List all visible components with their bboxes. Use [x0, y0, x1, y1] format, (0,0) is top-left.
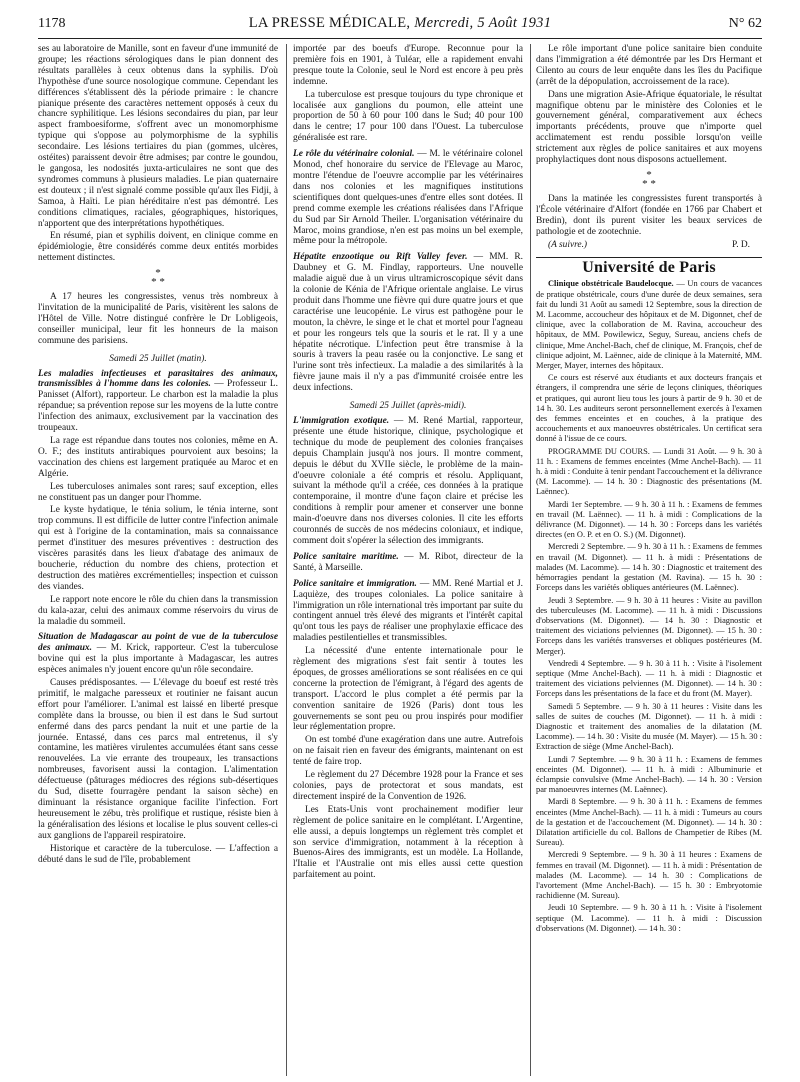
paragraph: importée par des boeufs d'Europe. Reconnue pour la première fois en 1901, à Tuléar, elle a rapidement envahi presque toute la Colonie, seul le Nord est encore à peu près indemne.: [293, 44, 523, 87]
programme-entry: Mercredi 9 Septembre. — 9 h. 30 à 11 heures : Examens de femmes en travail (M. Digonnet). — 11 h. à midi : Présentation de malades (M. Lacomme). — 14 h. 30 : Complications de l'avortement (Mme Anchel-Bach). — 15 h. 30 : Embryotomie rachidienne (M. Sureau).: [536, 850, 762, 901]
paragraph: Causes prédisposantes. — L'élevage du boeuf est resté très primitif, le malgache paresseux et routinier ne faisant aucun effort pour l'améliorer. L'animal est laissé en liberté presque complète dans la brousse, ou bien il est dans le Sud surtout enfermé dans des parcs pendant la nuit et une partie de la journée. Entassé, dans ces parcs mal entretenus, il s'y contamine, les matières virulentes accumulées étant sans cesse renouvelées. La vie errante des troupeaux, les transactions nombreuses, favorisent aussi la contagion. L'alimentation défectueuse (pâturages médiocres des régions sub-désertiques du Sud, disette fourragère pendant la saison sèche) en diminuant la résistance organique facilite l'infection. Fort heureusement le zébu, très prolifique et rustique, résiste bien à la généralisation des lésions et localise le plus souvent celles-ci aux ganglions de l'appareil respiratoire.: [38, 678, 278, 841]
column-divider: [530, 44, 531, 1076]
report-text: — M. René Martial, rapporteur, présente une étude historique, clinique, psychologique et technique du mode de peuplement des colonies françaises depuis Champlain jusqu'à nos jours. Il montre comment, depuis le début du XVIIe siècle, le problème de la main-d'oeuvre coloniale a été compris et résolu. Appliquant, suivant la méthode qu'il a créée, ces données à la pratique contemporaine, il montre d'une façon claire et précise les conditions à remplir pour amener et conserver une bonne main-d'oeuvre dans nos diverses colonies. Il cite les efforts couronnés de succès de nos médecins coloniaux, et indique, comment doit s'opérer la sélection des immigrants.: [293, 416, 523, 546]
report-text: — MM. René Martial et J. Laquièze, des troupes coloniales. La police sanitaire à l'immigration un rôle international très important par suite du contingent annuel très élevé des migrants et l'intérêt capital qu'ont tous les pays de réaliser une prophylaxie efficace des maladies pestilentielles et transmissibles.: [293, 578, 523, 644]
column-divider: [286, 44, 287, 1076]
announcement-text: — Un cours de vacances de pratique obstétricale, cours d'une durée de deux semaines, sera fait du lundi 31 Août au samedi 12 Septembre, sous la direction de M. Lacomme, accoucheur des hôpitaux et de M. Digonnet, chef de clinique, avec la collaboration de M. Ravina, accoucheur des hôpitaux, de MM. Powilewicz, Seguy, Sureau, anciens chefs de clinique, Mme Anchel-Bach, chef de clinique, M. François, chef de clinique adjoint, M. Laënnec, aide de clinique à la Maternité, MM. Merger, Mayer, internes des hôpitaux.: [536, 279, 762, 371]
report-paragraph: [293, 552, 523, 574]
programme-entry: PROGRAMME DU COURS. — Lundi 31 Août. — 9 h. 30 à 11 h. : Examens de femmes enceintes (Mme Anchel-Bach). — 11 h. à midi : Conduite à tenir pendant l'accouchement et la délivrance (M. Lacomme). — 14 h. 30 : Diagnostic des présentations (M. Laënnec).: [536, 446, 762, 497]
column-1: [38, 44, 278, 1078]
paragraph: Dans la matinée les congressistes furent transportés à l'École vétérinaire d'Alfort (fondée en 1766 par Chabert et Bredin), dont ils purent visiter les beaux services de pathologie et de zootechnie.: [536, 193, 762, 237]
paragraph: Le rôle important d'une police sanitaire bien conduite dans l'immigration a été démontrée par les Drs Hermant et Cilento au cours de leur enquête dans les îles du Pacifique (arrêt de la dépopulation, accroissement de la race).: [536, 44, 762, 87]
report-paragraph: [293, 149, 523, 247]
paragraph: Le règlement du 27 Décembre 1928 pour la France et ses colonies, pays de protectorat et sous mandats, est directement inspiré de la Convention de 1926.: [293, 770, 523, 802]
report-title: Le rôle du vétérinaire colonial.: [293, 149, 415, 160]
report-text: Le charbon est la maladie la plus répandue; sa prévention repose sur les moyens de la lutte contre l'infection des animaux, exclusivement par la vaccination des troupeaux.: [38, 390, 278, 434]
paragraph: Ce cours est réservé aux étudiants et aux docteurs français et étrangers, il comprendra une série de leçons cliniques, théoriques et pratiques, qui auront lieu tous les jours à partir de 9 h. 30 et de 14 h. 30. Les auditeurs seront personnellement exercés à l'examen des femmes enceintes et en couches, à la pratique des accouchements et aux manoeuvres obstétricales. Un certificat sera donné à l'issue de ce cours.: [536, 373, 762, 444]
report-title: Situation de Madagascar au point de vue de la tuberculose des animaux.: [38, 632, 278, 654]
issue-date: Mercredi, 5 Août 1931: [414, 15, 552, 31]
session-heading: Samedi 25 Juillet (matin).: [109, 353, 207, 364]
report-title: Police sanitaire et immigration.: [293, 578, 417, 589]
paragraph: A 17 heures les congressistes, venus très nombreux à l'invitation de la municipalité de Paris, visitèrent les salons de l'Hôtel de Ville. Notre distingué confrère le Dr Lobligeois, conseiller municipal, leur fit les honneurs de la maison commune des parisiens.: [38, 292, 278, 346]
report-text: C'est la tuberculose bovine qui est la plus importante à Madagascar, les autres espèces animales n'y jouent encore qu'un rôle secondaire.: [38, 643, 278, 676]
paragraph: La rage est répandue dans toutes nos colonies, même en A. O. F.; des instituts antirabiques pourvoient aux besoins; la vaccination des chiens est largement pratiquée au Maroc et en Algérie.: [38, 436, 278, 479]
column-3: [536, 44, 762, 1078]
paragraph: Dans une migration Asie-Afrique équatoriale, le résultat magnifique obtenu par le ministère des Colonies et le gouvernement général, comparativement aux échecs importants précédents, prouve que n'importe quel acclimatement est rendu possible lorsqu'on veille strictement aux règles de police sanitaires et aux moyens prophylactiques dont nous disposons actuellement.: [536, 89, 762, 166]
paragraph: La nécessité d'une entente internationale pour le règlement des migrations s'est fait sentir à toutes les époques, de grosses améliorations se sont réalisées en ce qui concerne la protection de l'émigrant, à l'égard des agents de transport. L'accord le plus complet a été permis par la convention sanitaire de 1926 (Paris) dont tous les gouvernements se sont peu ou prou inspirés pour modifier leur réglementation propre.: [293, 646, 523, 733]
paragraph: Les tuberculoses animales sont rares; sauf exception, elles ne constituent pas un danger pour l'homme.: [38, 481, 278, 503]
programme-entry: Mercredi 2 Septembre. — 9 h. 30 à 11 h. : Examens de femmes en travail (M. Digonnet). — 11 h. à midi : Présentations de malades (M. Lacomme). — 14 h. 30 : Diagnostic et traitement des hémorragies pendant la gestation (M. Ravina). — 15 h. 30 : Forceps dans les variétés obliques antérieures (M. Laënnec).: [536, 542, 762, 593]
report-title: L'immigration exotique.: [293, 416, 390, 426]
issue-number: N° 62: [728, 16, 762, 31]
paragraph: Les Etats-Unis vont prochainement modifier leur règlement de police sanitaire en le complétant. L'Argentine, elle aussi, a depuis longtemps un règlement très complet et son service d'immigration, notamment à la réception à Buenos-Aires des immigrants, est un modèle. La Hollande, l'Italie et l'Australie ont mis elles aussi cette question parfaitement au point.: [293, 804, 523, 881]
paragraph: Le rapport note encore le rôle du chien dans la transmission du kala-azar, celui des animaux comme réservoirs du virus de la maladie du sommeil.: [38, 594, 278, 627]
report-paragraph: [293, 416, 523, 547]
announcement-title: Clinique obstétricale Baudelocque.: [548, 279, 674, 289]
report-text: — M. le vétérinaire colonel Monod, chef honoraire du service de l'Elevage au Maroc, montre l'étendue de l'oeuvre accomplie par les vétérinaires dans nos colonies et les magnifiques institutions scientifiques dont quelques-unes d'entre elles sont dotées. Il prend comme exemple les créations réalisées dans l'Afrique du Sud par Sir Arnold Theiler. L'organisation vétérinaire du Maroc, moins grandiose, n'en est pas moins un bel exemple, même pour la métropole.: [293, 149, 523, 247]
section-separator-stars: * * *: [642, 168, 656, 190]
programme-entry: Mardi 8 Septembre. — 9 h. 30 à 11 h. : Examens de femmes enceintes (Mme Anchel-Bach). — 11 h. à midi : Tumeurs au cours de la gestation et de l'accouchement (M. Digonnet). — 14 h. 30 : Dilatation artificielle du col. Ballons de Champetier de Ribes (M. Sureau).: [536, 797, 762, 848]
paragraph: En résumé, pian et syphilis doivent, en clinique comme en épidémiologie, être considérés comme deux entités morbides nettement distinctes.: [38, 231, 278, 264]
article-footer: [548, 240, 750, 251]
page-header: [38, 14, 762, 39]
announcement-paragraph: [536, 279, 762, 371]
paragraph: La tuberculose est presque toujours du type chronique et localisée aux ganglions du poumon, elle atteint une proportion de 50 à 60 pour 100 dans le Sud; 40 pour 100 dans le centre; 17 pour 100 dans l'Ouest. La tuberculose généralisée est rare.: [293, 89, 523, 144]
paragraph: Historique et caractère de la tuberculose. — L'affection a débuté dans le sud de l'île, probablement: [38, 843, 278, 865]
report-title: Police sanitaire maritime.: [293, 551, 399, 562]
announcement-block: [536, 279, 762, 934]
column-2: [293, 44, 523, 1078]
programme-entry: Jeudi 3 Septembre. — 9 h. 30 à 11 heures : Visite au pavillon des tuberculeuses (M. Lacomme). — 11 h. à midi : Discussions d'observations (M. Digonnet). — 14 h. 30 : Diagnostic et traitement des viciations pelviennes (M. Digonnet). — 15 h. 30 : Forceps dans les variétés transverses et obliques postérieures (M. Merger).: [536, 595, 762, 656]
journal-title-line: [38, 15, 762, 32]
report-author: — Professeur L. Panisset (Alfort), rapporteur.: [38, 379, 278, 401]
section-separator-stars: * * *: [151, 267, 165, 289]
report-title: Hépatite enzootique ou Rift Valley fever.: [293, 252, 468, 263]
report-text: — MM. R. Daubney et G. M. Findlay, rapporteurs. Une nouvelle maladie aiguë due à un virus ultramicroscopique sévit dans la colonie de Kénia de l'Afrique orientale anglaise. Le virus produit dans l'homme une fièvre qui dure quatre jours et que caractérise une leucopénie. Le virus est pathogène pour le mouton, la chèvre, le singe et le chat et mortel pour l'agneau et pour les rongeurs tels que la souris et le rat. Il y a une hépatite nécrotique. L'infection peut être transmise à la souris à travers la peau rasée ou la conjonctive. Le sang et l'urine sont très infectieux. La maladie a des similarités à la fièvre jaune mais il n'y a pas d'immunité croisée entre les deux infections.: [293, 252, 523, 394]
programme-entry: Vendredi 4 Septembre. — 9 h. 30 à 11 h. : Visite à l'isolement septique (Mme Anchel-Bach). — 11 h. à midi : Diagnostic et traitement des viciations pelviennes (M. Digonnet). — 14 h. 30 : Forceps dans les présentations de la face et du front (M. Mayer).: [536, 658, 762, 699]
report-paragraph: [38, 369, 278, 434]
session-heading: Samedi 25 Juillet (après-midi).: [349, 401, 467, 412]
report-author: — M. Krick, rapporteur.: [96, 643, 196, 654]
section-title: Université de Paris: [582, 258, 716, 276]
programme-entry: Lundi 7 Septembre. — 9 h. 30 à 11 h. : Examens de femmes enceintes (M. Digonnet). — 11 h. à midi : Albuminurie et éclampsie convulsive (Mme Anchel-Bach). — 14 h. 30 : Version par manoeuvres internes (M. Laënnec).: [536, 754, 762, 795]
programme-entry: Mardi 1er Septembre. — 9 h. 30 à 11 h. : Examens de femmes en travail (M. Laënnec). — 11 h. à midi : Complications de la délivrance (M. Digonnet). — 14 h. 30 : Forceps dans les variétés directes (en O. P. et en O. S.) (M. Digonnet).: [536, 499, 762, 540]
page-number: 1178: [38, 16, 66, 31]
report-paragraph: [293, 579, 523, 644]
author-initials: P. D.: [732, 239, 750, 250]
to-be-continued: (A suivre.): [548, 239, 588, 250]
report-text: — M. Ribot, directeur de la Santé, à Marseille.: [293, 551, 523, 573]
journal-title: LA PRESSE MÉDICALE,: [248, 15, 411, 31]
report-paragraph: [293, 252, 523, 394]
paragraph: Le kyste hydatique, le ténia solium, le ténia interne, sont trop communs. Il est difficile de lutter contre l'infection animale qui est à l'origine de la contamination, mais sa connaissance permet d'instituer des mesures préventives : destruction des viscères parasités dans les lieux d'abatage des animaux de boucherie, réduction du nombre des chiens, protection et destruction des matières excrémentielles; inspection et cuisson des viandes.: [38, 505, 278, 592]
report-title: Les maladies infectieuses et parasitaires des animaux, transmissibles à l'homme dans les colonies.: [38, 368, 278, 390]
report-paragraph: [38, 632, 278, 676]
divider: [536, 257, 762, 258]
programme-entry: Samedi 5 Septembre. — 9 h. 30 à 11 heures : Visite dans les salles de suites de couches (M. Digonnet). — 11 h. à midi : Diagnostic et traitement des anomalies de la dilatation (M. Lacomme). — 14 h. 30 : Visite du musée (M. Mayer). — 15 h. 30 : Extraction de siège (Mme Anchel-Bach).: [536, 701, 762, 752]
programme-entry: Jeudi 10 Septembre. — 9 h. 30 à 11 h. : Visite à l'isolement septique (M. Lacomme). — 11 h. à midi : Discussion d'observations (M. Digonnet). — 14 h. 30 :: [536, 903, 762, 933]
paragraph: ses au laboratoire de Manille, sont en faveur d'une immunité de groupe; les réactions sérologiques dans le pian donnent des résultats parallèles à ceux obtenus dans la syphilis. D'où l'hypothèse d'une source nosologique commune. Cependant les différences s'établissent dès la période primaire : le chancre pianique présente des caractères nettement opposés à ceux du chancre syphilitique. Les lésions secondaires du pian, par leur aspect framboesiforme, s'offrent avec un monomorphisme typique qui s'oppose au polymorphisme de la syphilis secondaire. Les lésions tertiaires du pian (gommes, ulcères, ostéites) paraissent devoir être admises; par contre le goundou, le gangosa, les nodosités juxta-articulaires ne sont que des syndromes communs à plusieurs maladies. Le pian quaternaire est douteux ; il n'est signalé comme possible qu'aux îles Fidji, à Samoa, à Haïti. Le pian héréditaire n'est pas démontré. Les conditions climatiques, raciales, géographiques, historiques, n'apportent que des interprétations hypothétiques.: [38, 44, 278, 229]
paragraph: On est tombé d'une exagération dans une autre. Autrefois on ne faisait rien en faveur des émigrants, maintenant on est tenté de faire trop.: [293, 735, 523, 768]
